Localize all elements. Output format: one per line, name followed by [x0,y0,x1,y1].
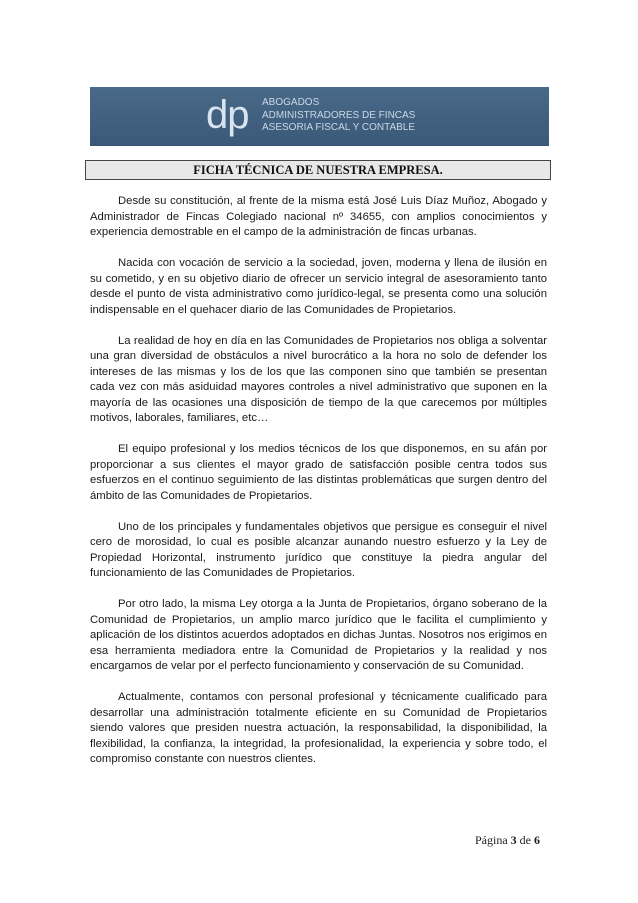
logo-tagline [262,97,415,135]
paragraph-6: Por otro lado, la misma Ley otorga a la Junta de Propietarios, órgano soberano de la Comunidad de Propietarios, un amplio marco jurídico que le facilita el cumplimiento y aplicación de los distintos acuerdos adoptados en dichas Juntas. Nosotros nos erigimos en esa herramienta mediadora entre la Comunidad de Propietarios y la realidad y nos encargamos de velar por el perfecto funcionamiento y conservación de su Comunidad. [90,598,547,672]
header-banner [90,87,549,146]
document-body [90,194,547,783]
tagline-line-1: ABOGADOS [262,97,320,108]
paragraph-4: El equipo profesional y los medios técnicos de los que disponemos, en su afán por proporcionar a sus clientes el mayor grado de satisfacción posible centra todos sus esfuerzos en el continuo seguimiento de las distintas problemáticas que surgen dentro del ámbito de las Comunidades de Propietarios. [90,443,547,502]
paragraph-7: Actualmente, contamos con personal profesional y técnicamente cualificado para desarrollar una administración totalmente eficiente en su Comunidad de Propietarios siendo valores que presiden nuestra actuación, la responsabilidad, la disponibilidad, la flexibilidad, la confianza, la integridad, la profesionalidad, la experiencia y sobre todo, el compromiso constante con nuestros clientes. [90,691,547,765]
tagline-line-2: ADMINISTRADORES DE FINCAS [262,109,416,121]
tagline-line-3: ASESORIA FISCAL Y CONTABLE [262,122,416,133]
page-word: Página [475,833,508,847]
paragraph-1: Desde su constitución, al frente de la misma está José Luis Díaz Muñoz, Abogado y Administrador de Fincas Colegiado nacional nº 34655, con amplios conocimientos y experiencia demostrable en el campo de la administración de fincas urbanas. [90,195,547,238]
current-page-number: 3 [510,833,517,847]
document-title: FICHA TÉCNICA DE NUESTRA EMPRESA. [85,160,551,180]
paragraph-5: Uno de los principales y fundamentales objetivos que persigue es conseguir el nivel cero de morosidad, lo cual es posible alcanzar aunando nuestro esfuerzo y la Ley de Propiedad Horizontal, instrumento jurídico que constituye la piedra angular del funcionamiento de las Comunidades de Propietarios. [90,520,547,579]
paragraph-2: Nacida con vocación de servicio a la sociedad, joven, moderna y llena de ilusión en su cometido, y en su objetivo diario de ofrecer un servicio integral de asesoramiento tanto desde el punto de vista administrativo como jurídico-legal, se presenta como una solución indispensable en el quehacer diario de las Comunidades de Propietarios. [90,257,547,316]
total-pages-number: 6 [534,833,540,847]
page-footer [475,833,540,848]
paragraph-3: La realidad de hoy en día en las Comunidades de Propietarios nos obliga a solventar una gran diversidad de obstáculos a nivel burocrático a la hora no solo de defender los intereses de las mismas y los de los que las componen sino que también se presentan cada vez con más asiduidad mayores controles a nivel administrativo que suponen en la mayoría de las ocasiones una disposición de tiempo de la que carecemos por múltiples motivos, laborales, familiares, etc… [90,334,547,424]
company-logo: dp [206,93,249,137]
of-word: de [519,833,531,847]
